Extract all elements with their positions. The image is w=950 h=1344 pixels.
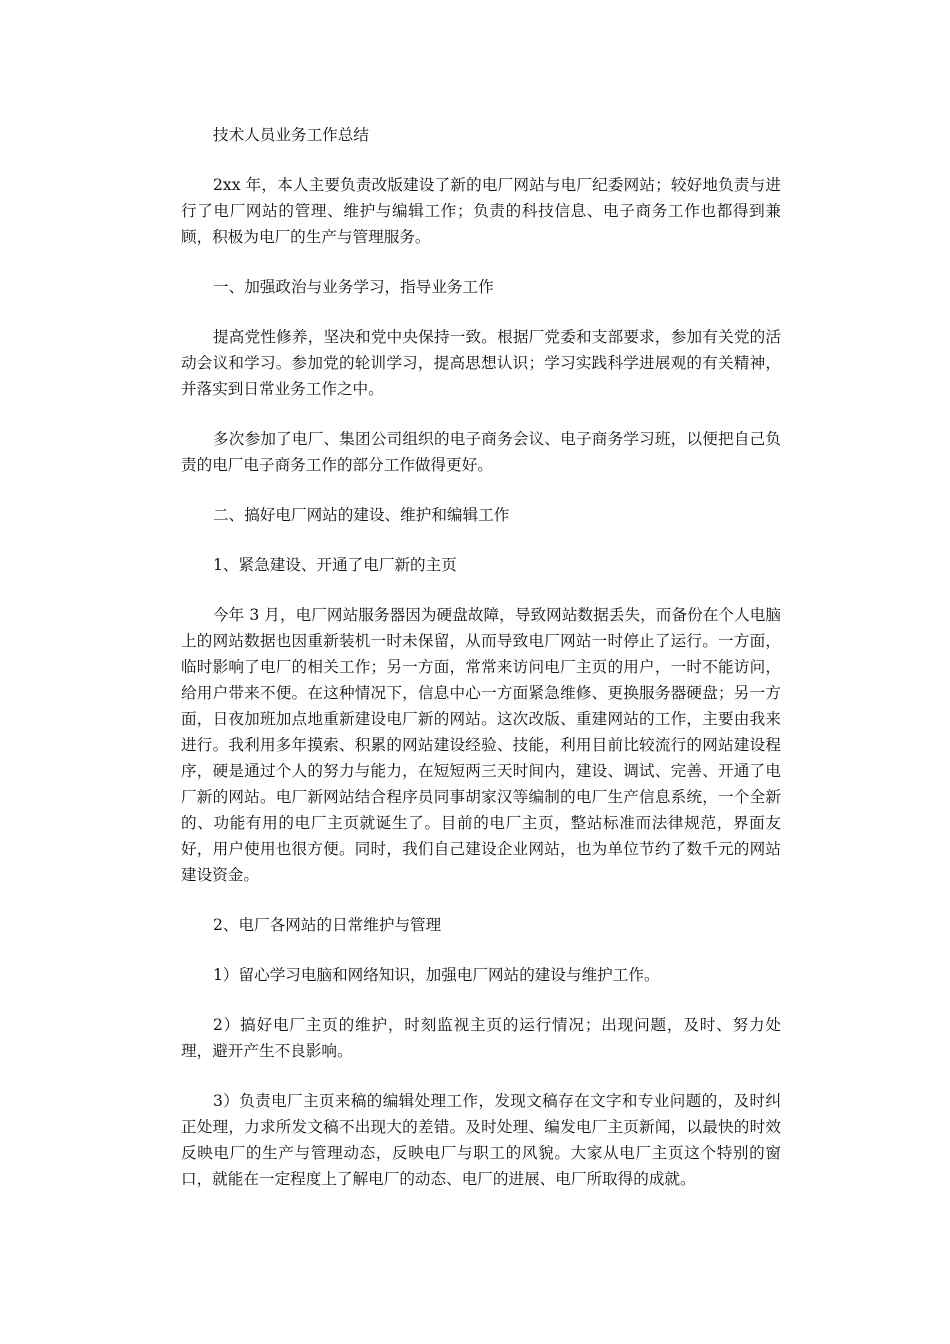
list-item-2: 2）搞好电厂主页的维护，时刻监视主页的运行情况；出现问题，及时、努力处理，避开产生不良影响。 (181, 1016, 781, 1060)
section-heading-1: 一、加强政治与业务学习，指导业务工作 (213, 278, 494, 296)
document-title: 技术人员业务工作总结 (213, 126, 369, 144)
paragraph-intro: 2xx 年，本人主要负责改版建设了新的电厂网站与电厂纪委网站；较好地负责与进行了电厂网站的管理、维护与编辑工作；负责的科技信息、电子商务工作也都得到兼顾，积极为电厂的生产与管理服务。 (181, 176, 781, 246)
section-heading-2: 二、搞好电厂网站的建设、维护和编辑工作 (213, 506, 510, 524)
subheading-1: 1、紧急建设、开通了电厂新的主页 (213, 556, 457, 574)
paragraph-website-rebuild: 今年 3 月，电厂网站服务器因为硬盘故障，导致网站数据丢失，而备份在个人电脑上的网站数据也因重新装机一时未保留，从而导致电厂网站一时停止了运行。一方面，临时影响了电厂的相关工作；另一方面，常常来访问电厂主页的用户，一时不能访问，给用户带来不便。在这种情况下，信息中心一方面紧急维修、更换服务器硬盘；另一方面，日夜加班加点地重新建设电厂新的网站。这次改版、重建网站的工作，主要由我来进行。我利用多年摸索、积累的网站建设经验、技能，利用目前比较流行的网站建设程序，硬是通过个人的努力与能力，在短短两三天时间内，建设、调试、完善、开通了电厂新的网站。电厂新网站结合程序员同事胡家汉等编制的电厂生产信息系统，一个全新的、功能有用的电厂主页就诞生了。目前的电厂主页，整站标准而法律规范，界面友好，用户使用也很方便。同时，我们自己建设企业网站，也为单位节约了数千元的网站建设资金。 (181, 606, 781, 884)
paragraph-party-study: 提高党性修养，坚决和党中央保持一致。根据厂党委和支部要求，参加有关党的活动会议和学习。参加党的轮训学习，提高思想认识；学习实践科学进展观的有关精神，并落实到日常业务工作之中。 (181, 328, 781, 398)
list-item-1: 1）留心学习电脑和网络知识，加强电厂网站的建设与维护工作。 (213, 966, 660, 984)
paragraph-ecommerce: 多次参加了电厂、集团公司组织的电子商务会议、电子商务学习班，以便把自己负责的电厂电子商务工作的部分工作做得更好。 (181, 430, 781, 474)
list-item-3: 3）负责电厂主页来稿的编辑处理工作，发现文稿存在文字和专业问题的，及时纠正处理，力求所发文稿不出现大的差错。及时处理、编发电厂主页新闻，以最快的时效反映电厂的生产与管理动态，反映电厂与职工的风貌。大家从电厂主页这个特别的窗口，就能在一定程度上了解电厂的动态、电厂的进展、电厂所取得的成就。 (181, 1092, 781, 1188)
subheading-2: 2、电厂各网站的日常维护与管理 (213, 916, 442, 934)
document-page (181, 122, 781, 1216)
